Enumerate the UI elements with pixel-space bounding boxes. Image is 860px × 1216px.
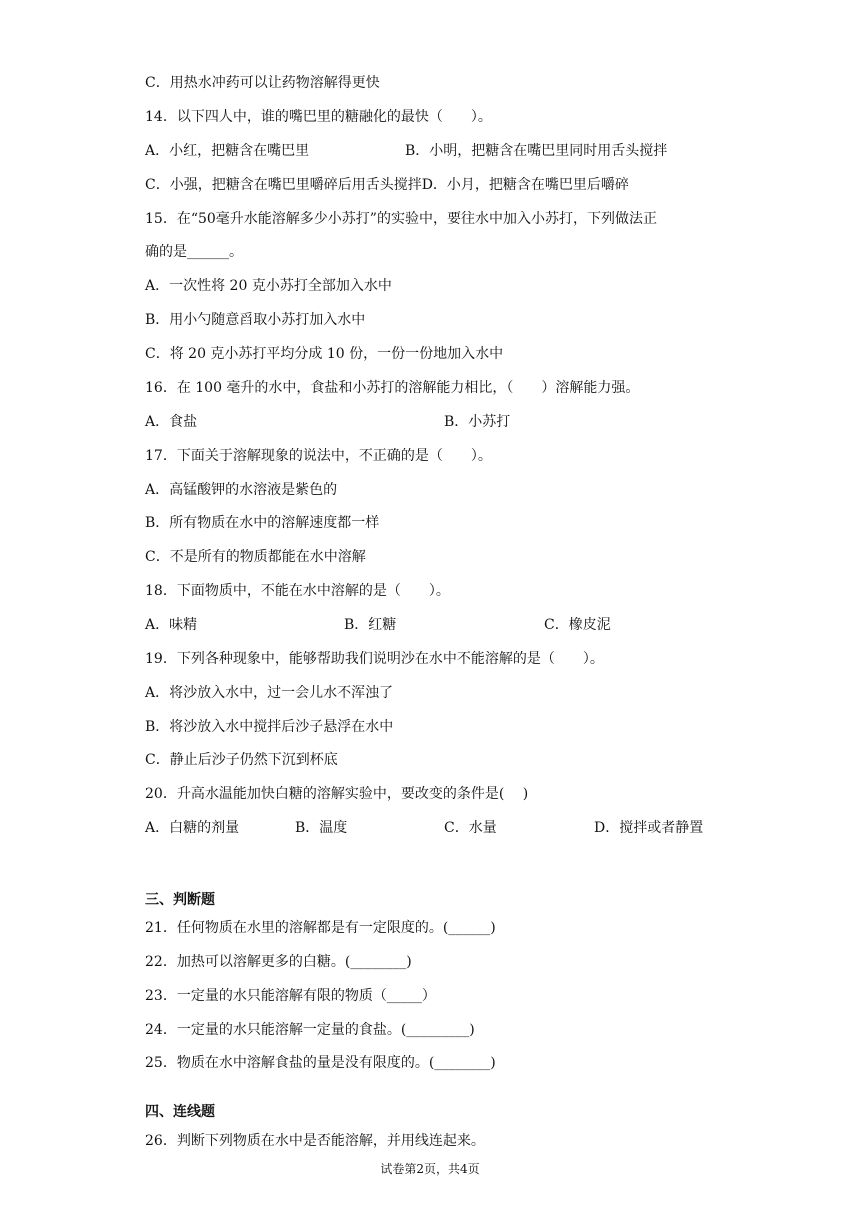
- question-25: 25．物质在水中溶解食盐的量是没有限度的。(________): [145, 1055, 496, 1071]
- section-4-heading: 四、连线题: [145, 1104, 215, 1120]
- question-22: 22．加热可以溶解更多的白糖。(________): [145, 954, 412, 970]
- option-18b: B．红糖: [344, 617, 397, 633]
- option-15b: B．用小勺随意舀取小苏打加入水中: [145, 312, 366, 328]
- option-13c: C．用热水冲药可以让药物溶解得更快: [145, 75, 380, 91]
- option-17b: B．所有物质在水中的溶解速度都一样: [145, 515, 380, 531]
- option-20d: D．搅拌或者静置: [594, 820, 704, 836]
- section-3-heading: 三、判断题: [145, 892, 215, 908]
- option-15a: A．一次性将 20 克小苏打全部加入水中: [145, 278, 392, 294]
- option-19b: B．将沙放入水中搅拌后沙子悬浮在水中: [145, 719, 394, 735]
- option-20a: A．白糖的剂量: [145, 820, 240, 836]
- question-24: 24．一定量的水只能溶解一定量的食盐。(_________): [145, 1022, 475, 1038]
- option-18a: A．味精: [145, 617, 198, 633]
- option-14a: A．小红，把糖含在嘴巴里: [145, 143, 310, 159]
- option-19a: A．将沙放入水中，过一会儿水不浑浊了: [145, 685, 394, 701]
- option-18c: C．橡皮泥: [544, 617, 611, 633]
- question-19: 19．下列各种现象中，能够帮助我们说明沙在水中不能溶解的是（ ）。: [145, 651, 604, 667]
- question-18: 18．下面物质中，不能在水中溶解的是（ ）。: [145, 583, 450, 599]
- option-19c: C．静止后沙子仍然下沉到杯底: [145, 752, 338, 768]
- option-16a: A．食盐: [145, 414, 198, 430]
- question-15-cont: 确的是______。: [145, 244, 243, 260]
- option-20c: C．水量: [444, 820, 497, 836]
- question-14: 14．以下四人中，谁的嘴巴里的糖融化的最快（ ）。: [145, 109, 492, 125]
- option-15c: C．将 20 克小苏打平均分成 10 份，一份一份地加入水中: [145, 346, 504, 362]
- question-15: 15．在“50毫升水能溶解多少小苏打”的实验中，要往水中加入小苏打，下列做法正: [145, 211, 657, 227]
- option-17c: C．不是所有的物质都能在水中溶解: [145, 549, 366, 565]
- option-16b: B．小苏打: [444, 414, 511, 430]
- option-14cd: C．小强，把糖含在嘴巴里嚼碎后用舌头搅拌D．小月，把糖含在嘴巴里后嚼碎: [145, 177, 629, 193]
- question-23: 23．一定量的水只能溶解有限的物质（_____）: [145, 988, 436, 1004]
- option-20b: B．温度: [295, 820, 348, 836]
- question-26: 26．判断下列物质在水中是否能溶解，并用线连起来。: [145, 1133, 485, 1149]
- question-17: 17．下面关于溶解现象的说法中，不正确的是（ ）。: [145, 448, 492, 464]
- question-21: 21．任何物质在水里的溶解都是有一定限度的。(______): [145, 920, 496, 936]
- option-17a: A．高锰酸钾的水溶液是紫色的: [145, 482, 338, 498]
- question-16: 16．在 100 毫升的水中，食盐和小苏打的溶解能力相比，（ ）溶解能力强。: [145, 380, 640, 396]
- question-20: 20．升高水温能加快白糖的溶解实验中，要改变的条件是( ): [145, 786, 529, 802]
- option-14b: B．小明，把糖含在嘴巴里同时用舌头搅拌: [405, 143, 668, 159]
- page-footer: 试卷第2页，共4页: [380, 1162, 480, 1176]
